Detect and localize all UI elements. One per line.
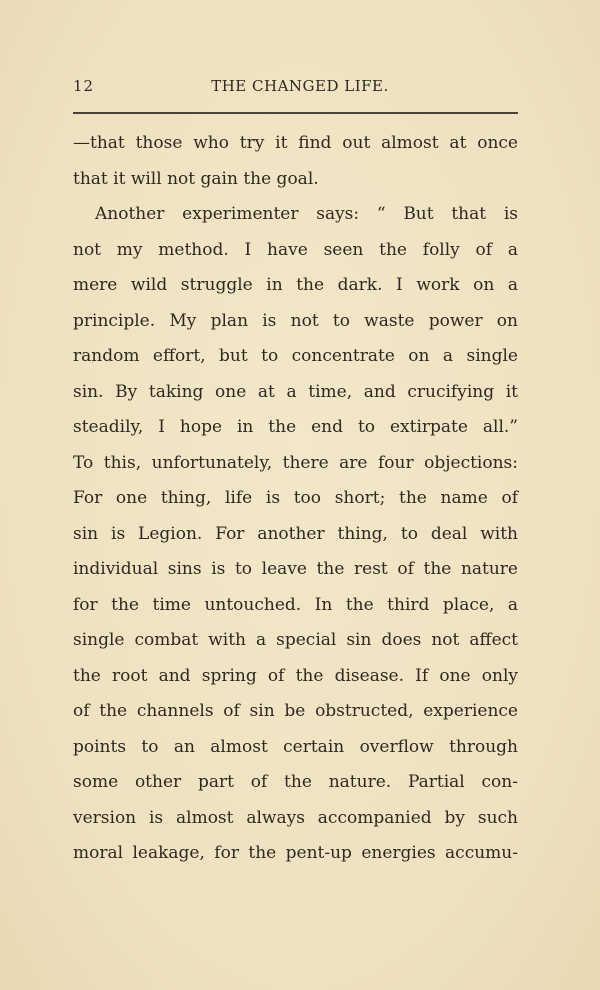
text-line: sin. By taking one at a time, and crucifying it <box>73 381 518 402</box>
text-line: the root and spring of the disease. If one only <box>73 665 518 686</box>
running-title: THE CHANGED LIFE. <box>211 77 389 95</box>
text-line: moral leakage, for the pent-up energies accumu- <box>73 843 518 863</box>
page-number: 12 <box>73 77 95 95</box>
text-line: for the time untouched. In the third place, a <box>73 594 518 615</box>
text-line: sin is Legion. For another thing, to deal with <box>73 523 518 544</box>
text-line: points to an almost certain overflow through <box>73 736 518 757</box>
text-line: individual sins is to leave the rest of the nature <box>73 559 518 579</box>
header-rule <box>73 112 518 114</box>
text-line: Another experimenter says: “ But that is <box>95 204 518 224</box>
text-line: steadily, I hope in the end to extirpate all.” <box>73 417 518 437</box>
text-line: version is almost always accompanied by such <box>73 807 518 828</box>
text-line: random effort, but to concentrate on a single <box>73 346 518 366</box>
text-line: —that those who try it find out almost at once <box>73 133 518 153</box>
text-line: of the channels of sin be obstructed, experience <box>73 701 518 721</box>
text-line: some other part of the nature. Partial con- <box>73 772 518 792</box>
text-line: that it will not gain the goal. <box>73 168 319 189</box>
text-line: mere wild struggle in the dark. I work on a <box>73 275 518 295</box>
text-line: To this, unfortunately, there are four objections: <box>73 452 518 473</box>
text-line: not my method. I have seen the folly of a <box>73 239 518 260</box>
body-text <box>73 129 518 875</box>
text-line: principle. My plan is not to waste power on <box>73 310 518 331</box>
text-line: For one thing, life is too short; the name of <box>73 488 518 508</box>
text-line: single combat with a special sin does not affect <box>73 630 518 650</box>
